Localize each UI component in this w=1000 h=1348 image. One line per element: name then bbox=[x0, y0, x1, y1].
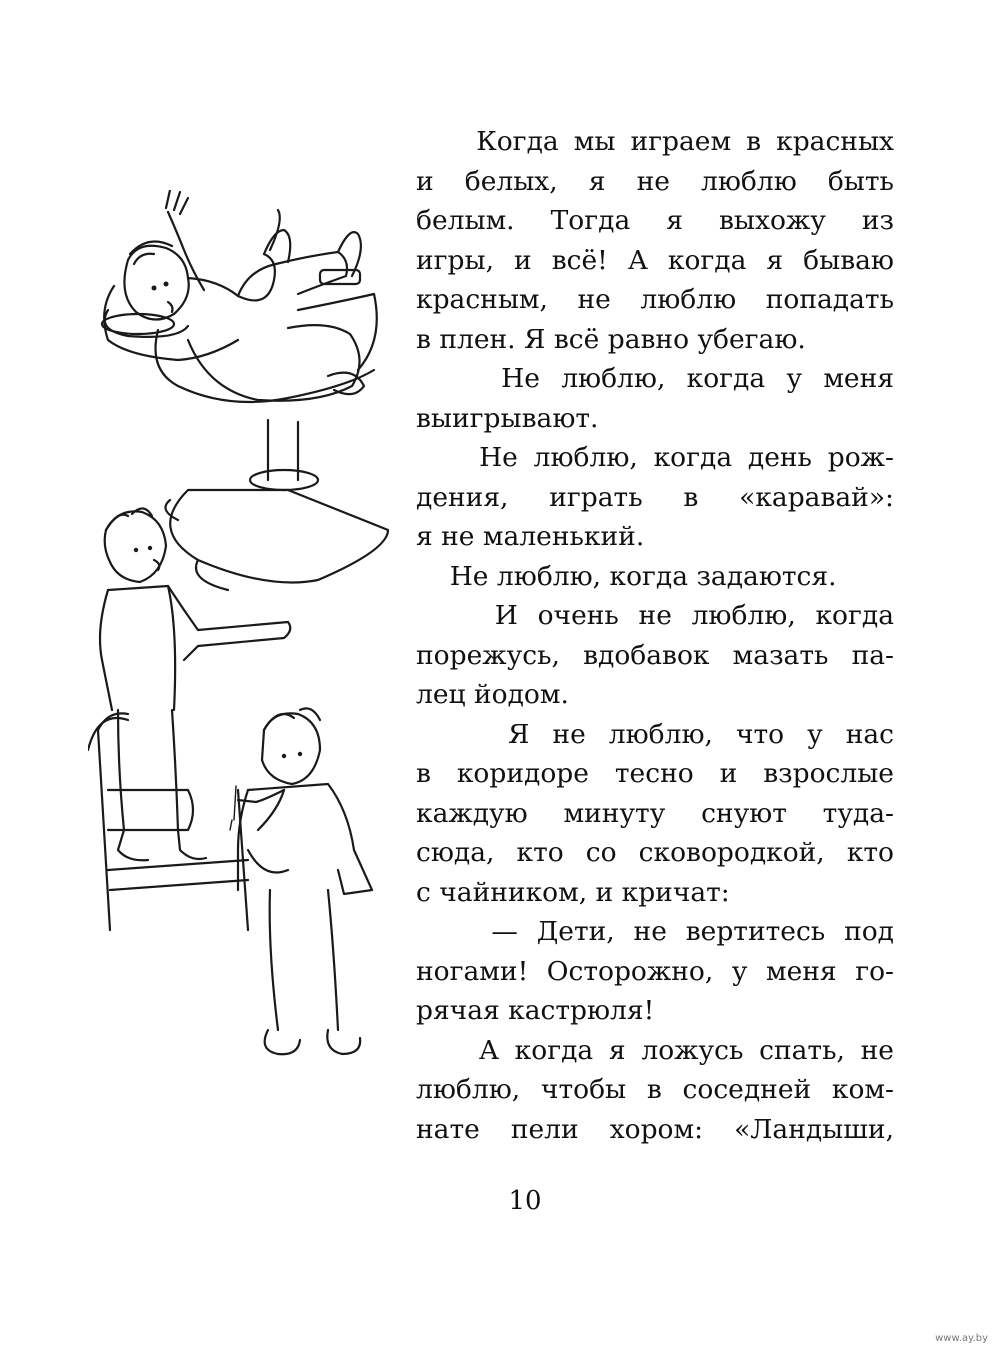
text-line: в плен. Я всё равно убегаю. bbox=[416, 323, 806, 355]
text-line: я не маленький. bbox=[416, 521, 645, 552]
watermark: www.ay.by bbox=[935, 1333, 988, 1344]
paragraph-iodine bbox=[416, 596, 894, 715]
paragraph-showoffs bbox=[416, 557, 894, 597]
text-line: нате пели хором: «Ландыши, bbox=[416, 1113, 894, 1145]
text-line: Не люблю, когда день рож- bbox=[416, 442, 894, 473]
paragraph-birthday bbox=[416, 438, 894, 557]
text-line: порежусь, вдобавок мазать па- bbox=[416, 639, 894, 671]
text-line: Не люблю, когда у меня bbox=[416, 363, 894, 394]
page-number: 10 bbox=[508, 1186, 542, 1216]
text-line: красным, не люблю попадать bbox=[416, 284, 894, 315]
paragraph-red-white bbox=[416, 122, 894, 359]
text-line: с чайником, и кричат: bbox=[416, 876, 730, 908]
text-line: лец йодом. bbox=[416, 679, 569, 710]
paragraph-losing bbox=[416, 359, 894, 438]
text-line: белым. Тогда я выхожу из bbox=[416, 205, 894, 236]
paragraph-corridor bbox=[416, 715, 894, 913]
text-line: — Дети, не вертитесь под bbox=[416, 916, 894, 947]
boy-with-iodine-figure bbox=[230, 708, 372, 1054]
paragraph-bedtime bbox=[416, 1031, 894, 1150]
text-line: сюда, кто со сковородкой, кто bbox=[416, 837, 894, 868]
paragraph-dialogue bbox=[416, 912, 894, 1031]
text-line: Когда мы играем в красных bbox=[416, 126, 894, 157]
text-line: Я не люблю, что у нас bbox=[416, 718, 894, 750]
text-line: А когда я ложусь спать, не bbox=[416, 1034, 894, 1066]
text-line: дения, играть в «каравай»: bbox=[416, 481, 894, 513]
text-line: ногами! Осторожно, у меня го- bbox=[416, 955, 894, 987]
text-line: в коридоре тесно и взрослые bbox=[416, 758, 894, 789]
text-line: И очень не люблю, когда bbox=[416, 600, 894, 631]
illustration-boys bbox=[88, 190, 408, 1090]
text-line: выигрывают. bbox=[416, 402, 599, 434]
boys-drawing bbox=[88, 190, 408, 1090]
barber-chair-figure bbox=[102, 294, 388, 590]
text-line: и белых, я не люблю быть bbox=[416, 165, 894, 197]
text-line: люблю, чтобы в соседней ком- bbox=[416, 1074, 894, 1105]
text-line: рячая кастрюля! bbox=[416, 995, 655, 1026]
text-line: каждую минуту снуют туда- bbox=[416, 797, 894, 829]
text-line: игры, и всё! А когда я бываю bbox=[416, 244, 894, 276]
story-text bbox=[416, 122, 894, 1149]
text-line: Не люблю, когда задаются. bbox=[416, 560, 837, 592]
